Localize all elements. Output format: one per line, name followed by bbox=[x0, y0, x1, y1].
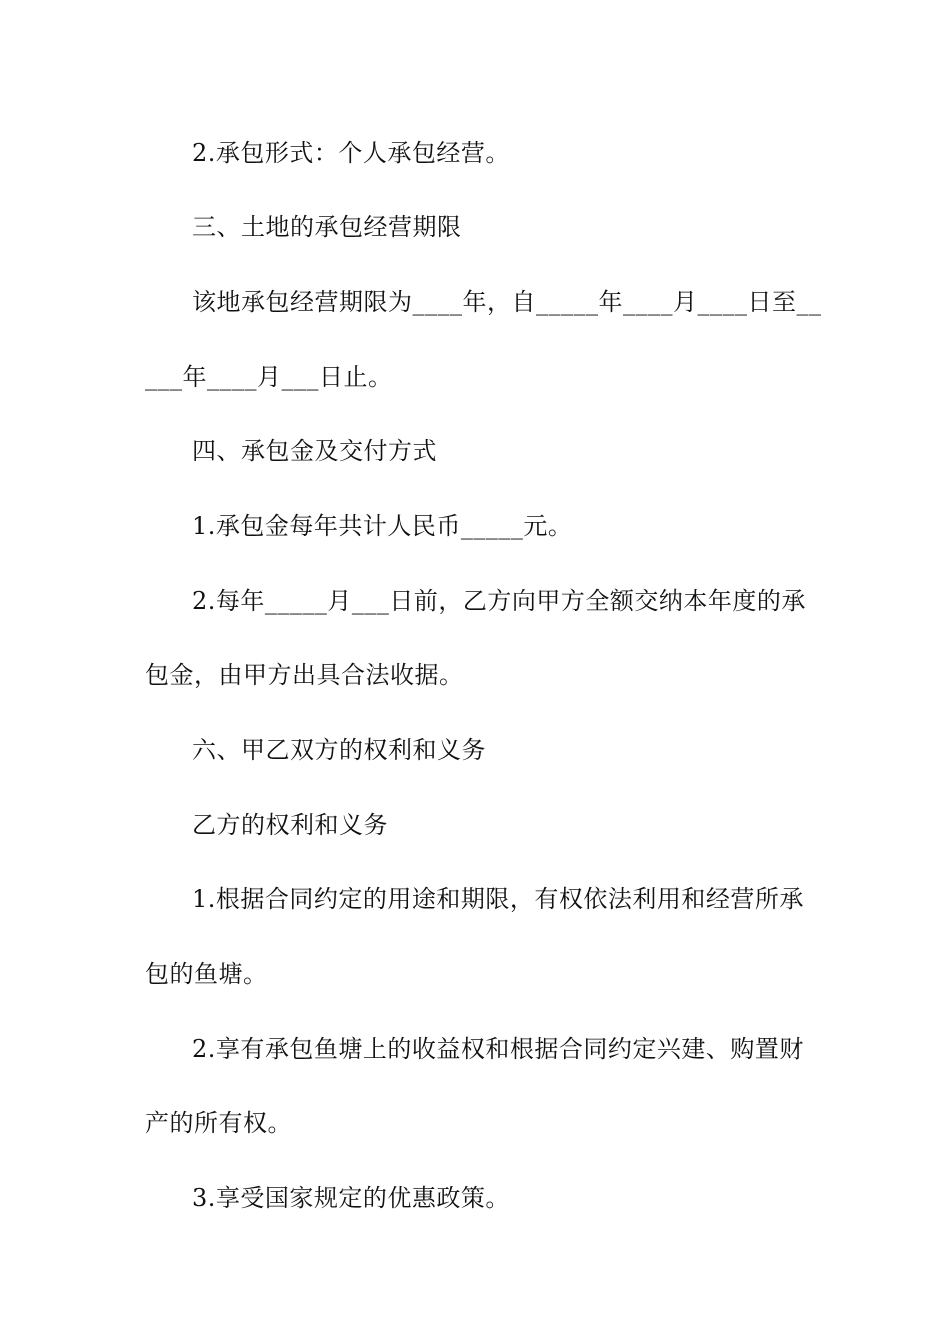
subsection-heading: 乙方的权利和义务 bbox=[192, 811, 388, 839]
paragraph-line: ___年____月___日止。 bbox=[145, 363, 393, 391]
paragraph-line: 2.每年_____月___日前，乙方向甲方全额交纳本年度的承 bbox=[192, 587, 806, 615]
paragraph-line: 3.享受国家规定的优惠政策。 bbox=[192, 1184, 510, 1212]
paragraph-line: 包金，由甲方出具合法收据。 bbox=[145, 661, 464, 689]
paragraph-line: 包的鱼塘。 bbox=[145, 960, 268, 988]
section-heading: 六、甲乙双方的权利和义务 bbox=[192, 736, 486, 764]
section-heading: 三、土地的承包经营期限 bbox=[192, 213, 462, 241]
paragraph-line: 1.根据合同约定的用途和期限，有权依法利用和经营所承 bbox=[192, 885, 804, 913]
paragraph-line: 该地承包经营期限为____年，自_____年____月____日至__ bbox=[192, 288, 822, 316]
section-heading: 四、承包金及交付方式 bbox=[192, 437, 437, 465]
paragraph-line: 1.承包金每年共计人民币_____元。 bbox=[192, 512, 573, 540]
paragraph-line: 产的所有权。 bbox=[145, 1109, 292, 1137]
paragraph-line: 2.享有承包鱼塘上的收益权和根据合同约定兴建、购置财 bbox=[192, 1035, 804, 1063]
paragraph-line: 2.承包形式：个人承包经营。 bbox=[192, 139, 510, 167]
